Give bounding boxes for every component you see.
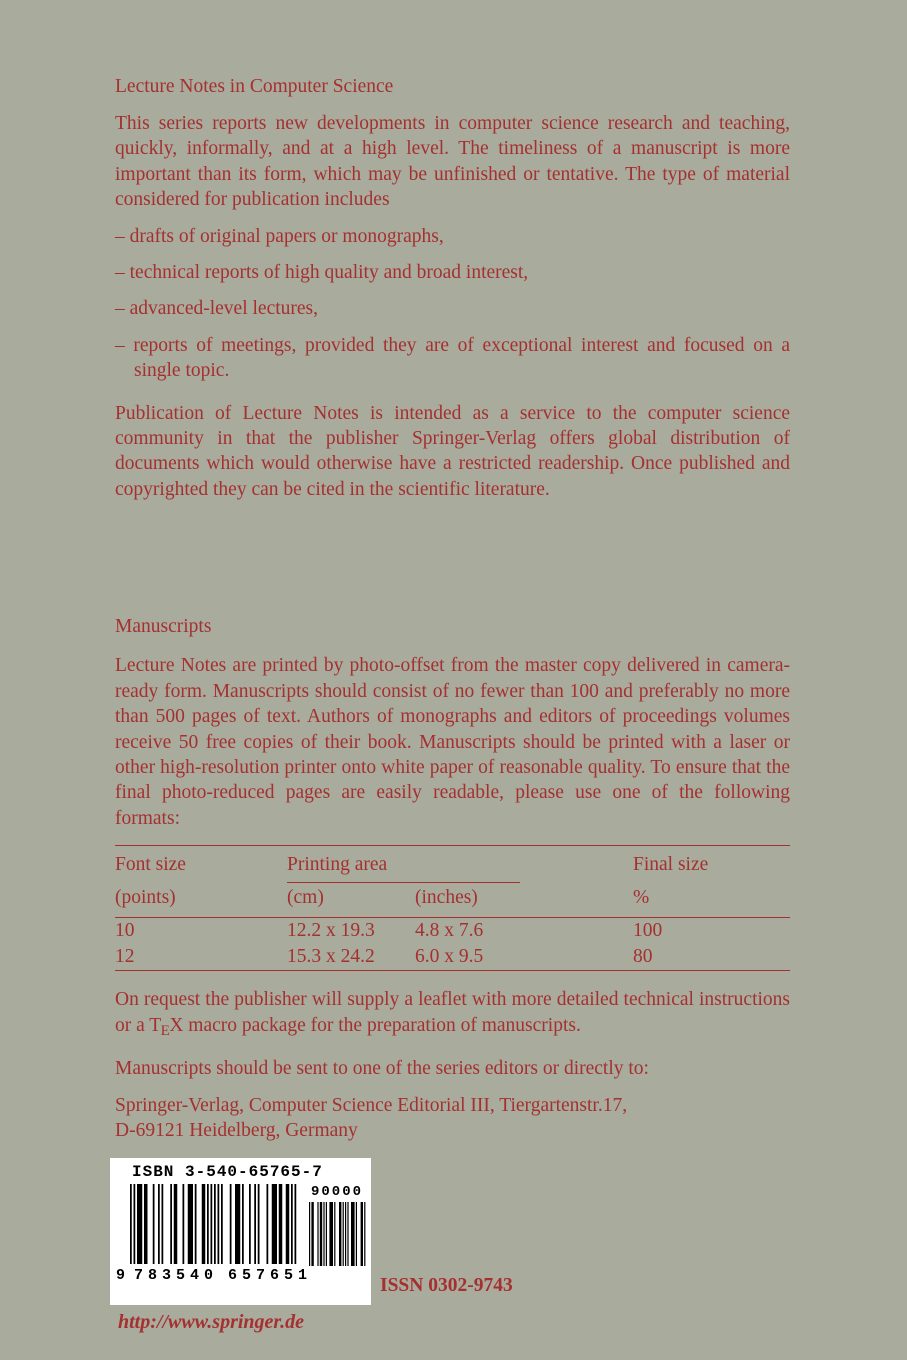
publisher-address	[115, 1093, 790, 1144]
column-header-printing-area: Printing area	[287, 852, 633, 883]
cell-final: 80	[633, 946, 653, 968]
manuscripts-paragraph: Lecture Notes are printed by photo-offset from the master copy delivered in camera-ready form. Manuscripts should consist of no fewer than 100 and preferably no more than 500 pages of text. Authors of monographs and editors of proceedings volumes receive 50 free copies of their book. Manuscripts should be printed with a laser or other high-resolution printer onto white paper of reasonable quality. To ensure that the final photo-reduced pages are easily readable, please use one of the following formats:	[115, 655, 790, 829]
format-table	[115, 845, 790, 971]
supplement-code	[307, 1184, 367, 1266]
cell-cm: 12.2 x 19.3	[287, 920, 375, 942]
subheader-cm: (cm)	[287, 887, 324, 909]
bullet-item: – drafts of original papers or monographs,	[115, 225, 444, 247]
column-header-font-size: Font size	[115, 854, 186, 876]
tex-logo: $T_EX$	[149, 1014, 184, 1039]
table-subheader-row	[115, 883, 790, 917]
ean-digits: 9 783540 657651	[116, 1267, 313, 1285]
table-rule-bottom	[115, 970, 790, 971]
table-row	[115, 944, 790, 970]
cell-points: 12	[115, 946, 135, 968]
isbn-label: ISBN 3-540-65765-7	[132, 1163, 323, 1182]
supplement-label: 90000	[310, 1184, 363, 1201]
series-title: Lecture Notes in Computer Science	[115, 76, 394, 97]
cell-points: 10	[115, 920, 135, 942]
intro-paragraph: This series reports new developments in computer science research and teaching, quickly, informally, and at a high level. The timeliness of a manuscript is more important than its form, which may be unfinished or tentative. The type of material considered for publication includes	[115, 113, 790, 211]
address-line: D-69121 Heidelberg, Germany	[115, 1120, 358, 1141]
subheader-percent: %	[633, 887, 650, 909]
barcode-bars	[130, 1184, 371, 1266]
subheader-inches: (inches)	[415, 887, 478, 909]
barcode-panel	[110, 1158, 371, 1305]
publication-paragraph: Publication of Lecture Notes is intended as a service to the computer science community in that the publisher Springer-Verlag offers global distribution of documents which would otherwise have a restricted readership. Once published and copyrighted they can be cited in the scientific literature.	[115, 402, 790, 500]
springer-url: http://www.springer.de	[118, 1311, 304, 1334]
footer-row	[110, 1158, 790, 1305]
ean5-barcode-icon	[309, 1202, 366, 1266]
manuscripts-heading: Manuscripts	[115, 616, 212, 638]
subheader-points: (points)	[115, 887, 176, 909]
issn-label: ISSN 0302-9743	[380, 1275, 513, 1297]
bullet-item: – reports of meetings, provided they are of exceptional interest and focused on a single topic.	[115, 334, 790, 382]
table-header-row	[115, 846, 790, 883]
cell-cm: 15.3 x 24.2	[287, 946, 375, 968]
send-note: Manuscripts should be sent to one of the series editors or directly to:	[115, 1058, 649, 1080]
column-header-final-size: Final size	[633, 854, 709, 876]
address-line: Springer-Verlag, Computer Science Editorial III, Tiergartenstr.17,	[115, 1094, 628, 1116]
table-row	[115, 918, 790, 944]
cell-final: 100	[633, 920, 663, 942]
bullet-list	[115, 224, 790, 384]
ean13-barcode-icon	[130, 1184, 297, 1264]
bullet-item: – technical reports of high quality and broad interest,	[115, 262, 529, 284]
cell-inches: 6.0 x 9.5	[415, 946, 484, 968]
cell-inches: 4.8 x 7.6	[415, 920, 484, 942]
tex-paragraph: On request the publisher will supply a leaflet with more detailed technical instructions or a $T_EX$ macro package for the preparation of manuscripts.	[115, 989, 790, 1039]
bullet-item: – advanced-level lectures,	[115, 298, 319, 320]
